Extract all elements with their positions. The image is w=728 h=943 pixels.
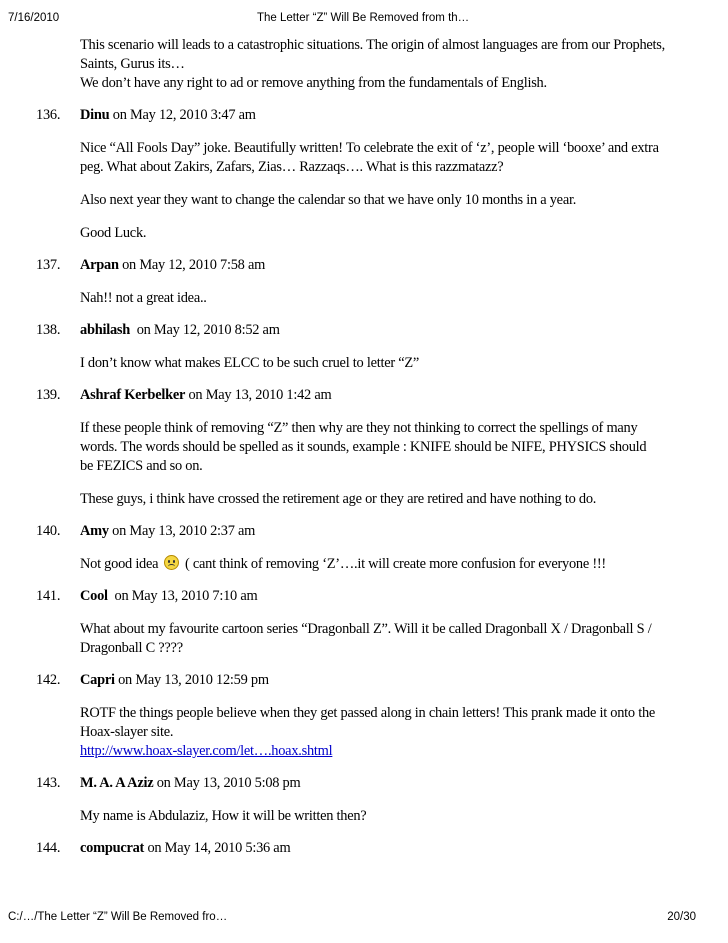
header-title: The Letter “Z” Will Be Removed from th… xyxy=(257,12,470,24)
comment-136 xyxy=(36,106,688,125)
comment-number: 140. xyxy=(36,523,61,539)
comment-line: If these people think of removing “Z” then why are they not thinking to correct the spellings of many xyxy=(80,420,638,436)
comment-meta: on May 13, 2010 5:08 pm xyxy=(153,775,301,791)
comment-line: ROTF the things people believe when they get passed along in chain letters! This prank made it onto the xyxy=(80,705,656,721)
comment-paragraph: Also next year they want to change the calendar so that we have only 10 months in a year. xyxy=(80,192,577,208)
comment-paragraph: I don’t know what makes ELCC to be such cruel to letter “Z” xyxy=(80,355,420,371)
comment-139 xyxy=(36,386,688,405)
comment-author: Dinu xyxy=(80,107,110,123)
comment-author: abhilash xyxy=(80,322,130,338)
comment-number: 138. xyxy=(36,322,61,338)
comment-meta: on May 12, 2010 7:58 am xyxy=(118,257,266,273)
comment-142 xyxy=(36,671,688,690)
comments-page xyxy=(0,36,728,858)
comment-meta: on May 14, 2010 5:36 am xyxy=(144,840,291,856)
comment-text: ( cant think of removing ‘Z’….it will create more confusion for everyone !!! xyxy=(181,556,606,572)
comment-line: Nice “All Fools Day” joke. Beautifully written! To celebrate the exit of ‘z’, people will ‘booxe’ and extra xyxy=(80,140,659,156)
comment-author: compucrat xyxy=(80,840,145,856)
comment-author: Cool xyxy=(80,588,108,604)
comment-line: peg. What about Zakirs, Zafars, Zias… Razzaqs…. What is this razzmatazz? xyxy=(80,159,504,175)
comment-number: 139. xyxy=(36,387,61,403)
comment-meta: on May 13, 2010 1:42 am xyxy=(185,387,332,403)
comment-paragraph: My name is Abdulaziz, How it will be written then? xyxy=(80,808,367,824)
hoax-slayer-link[interactable]: http://www.hoax-slayer.com/let….hoax.shtml xyxy=(80,743,333,759)
comment-number: 142. xyxy=(36,672,61,688)
comment-141 xyxy=(36,587,688,606)
comment-140 xyxy=(36,522,688,541)
comment-author: Amy xyxy=(80,523,109,539)
comment-body xyxy=(80,419,688,476)
comment-text: Not good idea xyxy=(80,556,162,572)
comment-body xyxy=(80,620,688,658)
intro-paragraph xyxy=(80,36,688,93)
comment-number: 137. xyxy=(36,257,61,273)
comment-number: 143. xyxy=(36,775,61,791)
comment-number: 141. xyxy=(36,588,61,604)
sad-face-emoticon-icon xyxy=(164,555,179,570)
comment-138 xyxy=(36,321,688,340)
intro-line: This scenario will leads to a catastrophic situations. The origin of almost languages are from our Prophets, xyxy=(80,37,665,53)
footer-path: C:/…/The Letter “Z” Will Be Removed fro… xyxy=(8,911,228,923)
comment-137 xyxy=(36,256,688,275)
comment-line: What about my favourite cartoon series “Dragonball Z”. Will it be called Dragonball X / Dragonball S / xyxy=(80,621,652,637)
comment-body xyxy=(80,704,688,761)
intro-line: Saints, Gurus its… xyxy=(80,56,185,72)
comment-author: Capri xyxy=(80,672,115,688)
comment-line: Dragonball C ???? xyxy=(80,640,183,656)
comment-meta: on May 13, 2010 7:10 am xyxy=(107,588,258,604)
comment-paragraph: Nah!! not a great idea.. xyxy=(80,290,207,306)
comment-author: Arpan xyxy=(80,257,119,273)
comment-paragraph: Good Luck. xyxy=(80,225,147,241)
comment-meta: on May 13, 2010 12:59 pm xyxy=(114,672,269,688)
comment-line: Hoax-slayer site. xyxy=(80,724,174,740)
comment-author: M. A. A Aziz xyxy=(80,775,154,791)
comment-144 xyxy=(36,839,688,858)
comment-meta: on May 12, 2010 8:52 am xyxy=(130,322,280,338)
comment-author: Ashraf Kerbelker xyxy=(80,387,186,403)
footer-page-number: 20/30 xyxy=(667,911,696,923)
comment-line: words. The words should be spelled as it sounds, example : KNIFE should be NIFE, PHYSICS should xyxy=(80,439,647,455)
header-date: 7/16/2010 xyxy=(8,12,60,24)
comment-number: 144. xyxy=(36,840,61,856)
comment-meta: on May 13, 2010 2:37 am xyxy=(108,523,256,539)
comment-line: be FEZICS and so on. xyxy=(80,458,203,474)
comment-number: 136. xyxy=(36,107,61,123)
comment-paragraph xyxy=(80,555,688,574)
comment-paragraph: These guys, i think have crossed the retirement age or they are retired and have nothing to do. xyxy=(80,491,597,507)
comment-body xyxy=(80,139,688,177)
intro-line: We don’t have any right to ad or remove anything from the fundamentals of English. xyxy=(80,75,547,91)
comment-143 xyxy=(36,774,688,793)
comment-meta: on May 12, 2010 3:47 am xyxy=(109,107,256,123)
